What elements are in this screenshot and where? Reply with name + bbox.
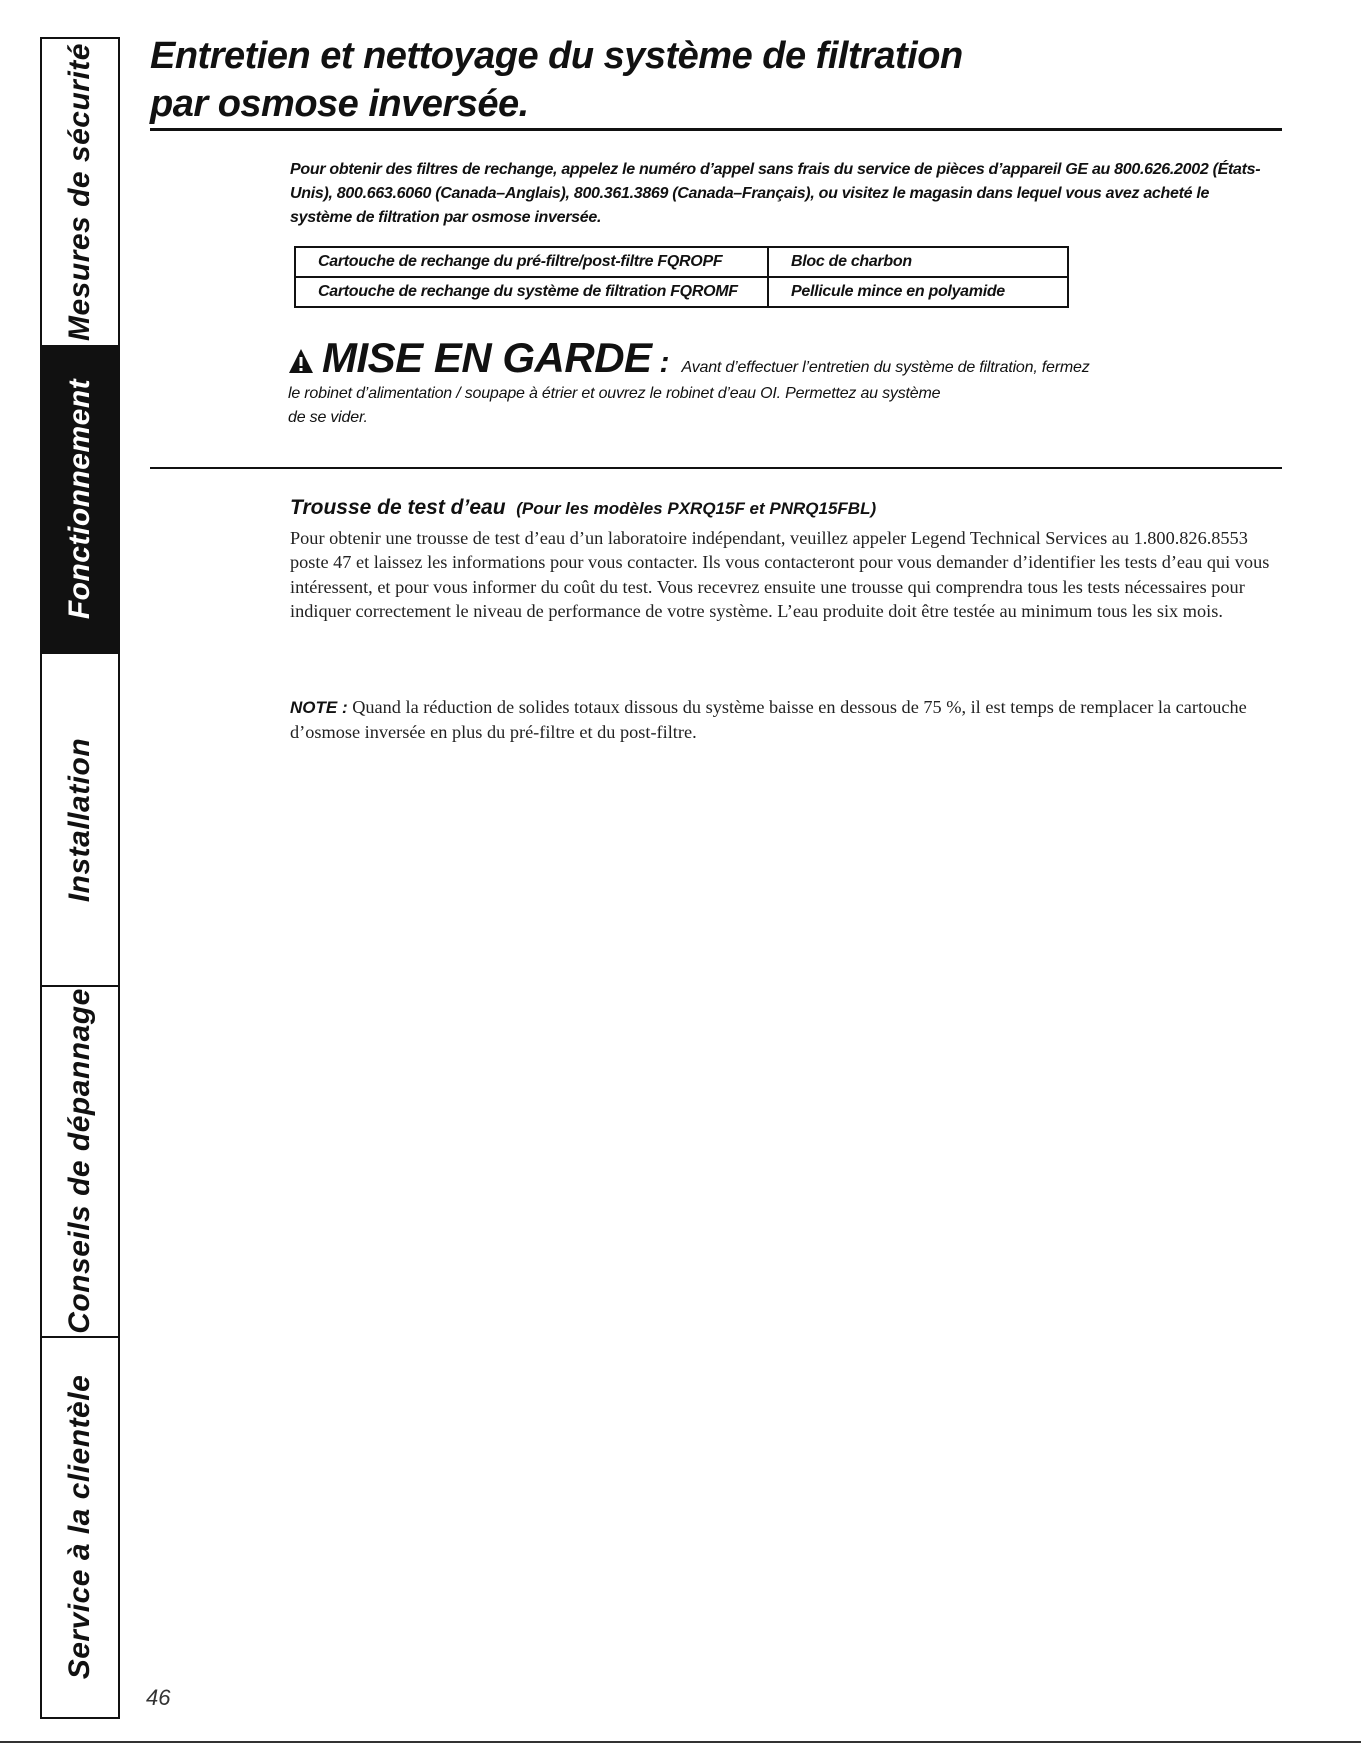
warning-heading: MISE EN GARDE bbox=[322, 334, 652, 381]
warning-header-line bbox=[288, 334, 1288, 382]
warning-colon: : bbox=[659, 346, 670, 379]
note-paragraph bbox=[290, 695, 1280, 745]
page-title-line1: Entretien et nettoyage du système de filtration bbox=[150, 35, 963, 77]
note-text: Quand la réduction de solides totaux dissous du système baisse en dessous de 75 %, il est temps de remplacer la cartouche d’osmose inversée en plus du pré-filtre et du post-filtre. bbox=[290, 697, 1247, 743]
table-cell: Cartouche de rechange du pré-filtre/post-filtre FQROPF bbox=[295, 247, 768, 277]
table-row bbox=[295, 247, 1068, 277]
parts-table bbox=[294, 246, 1069, 308]
table-row bbox=[295, 277, 1068, 307]
tab-label: Mesures de sécurité bbox=[63, 42, 96, 341]
section-divider bbox=[150, 467, 1282, 469]
tab-mesures-de-securite[interactable] bbox=[42, 39, 118, 347]
body-paragraph: Pour obtenir une trousse de test d’eau d’un laboratoire indépendant, veuillez appeler Legend Technical Services au 1.800.826.8553 poste 47 et laissez les informations pour vous contacter. Ils vous contacteront pour vous demander d’identifier les tests d’eau qui vous intéressent, et pour vous informer du coût du test. Vous recevrez ensuite une trousse qui comprendra tous les tests nécessaires pour indiquer correctement le niveau de performance de votre système. L’eau produite doit être testée au minimum tous les six mois. bbox=[290, 528, 1270, 621]
tab-label: Conseils de dépannage bbox=[63, 988, 96, 1335]
warning-text: le robinet d’alimentation / soupape à étrier et ouvrez le robinet d’eau OI. Permettez au système bbox=[288, 385, 941, 402]
warning-block bbox=[288, 334, 1288, 430]
tab-service-a-la-clientele[interactable] bbox=[42, 1338, 118, 1717]
warning-triangle-icon bbox=[288, 348, 314, 374]
section-subtitle: (Pour les modèles PXRQ15F et PNRQ15FBL) bbox=[516, 499, 877, 518]
page-title bbox=[150, 32, 1280, 128]
table-cell: Pellicule mince en polyamide bbox=[768, 277, 1068, 307]
section-heading bbox=[290, 493, 876, 521]
side-tabs bbox=[40, 37, 120, 1719]
warning-text: de se vider. bbox=[288, 409, 368, 426]
intro-paragraph: Pour obtenir des filtres de rechange, appelez le numéro d’appel sans frais du service de pièces d’appareil GE au 800.626.2002 (États-Unis), 800.663.6060 (Canada–Anglais), 800.361.3869 (Canada–Français), ou visitez le magasin dans lequel vous avez acheté le système de filtration par osmose inversée. bbox=[290, 161, 1261, 226]
note-label: NOTE : bbox=[290, 698, 348, 717]
page-title-line2: par osmose inversée. bbox=[150, 83, 529, 125]
tab-conseils-de-depannage[interactable] bbox=[42, 987, 118, 1338]
tab-fonctionnement[interactable] bbox=[42, 347, 118, 655]
tab-label: Fonctionnement bbox=[63, 379, 96, 620]
table-cell: Cartouche de rechange du système de filtration FQROMF bbox=[295, 277, 768, 307]
title-divider bbox=[150, 128, 1282, 131]
tab-label: Service à la clientèle bbox=[63, 1375, 96, 1680]
table-cell: Bloc de charbon bbox=[768, 247, 1068, 277]
section-title: Trousse de test d’eau bbox=[290, 496, 506, 519]
tab-label: Installation bbox=[63, 737, 96, 902]
warning-text: Avant d’effectuer l’entretien du système de filtration, fermez bbox=[681, 359, 1090, 376]
page-number: 46 bbox=[146, 1685, 171, 1710]
tab-installation[interactable] bbox=[42, 654, 118, 987]
bottom-divider bbox=[0, 1741, 1361, 1743]
